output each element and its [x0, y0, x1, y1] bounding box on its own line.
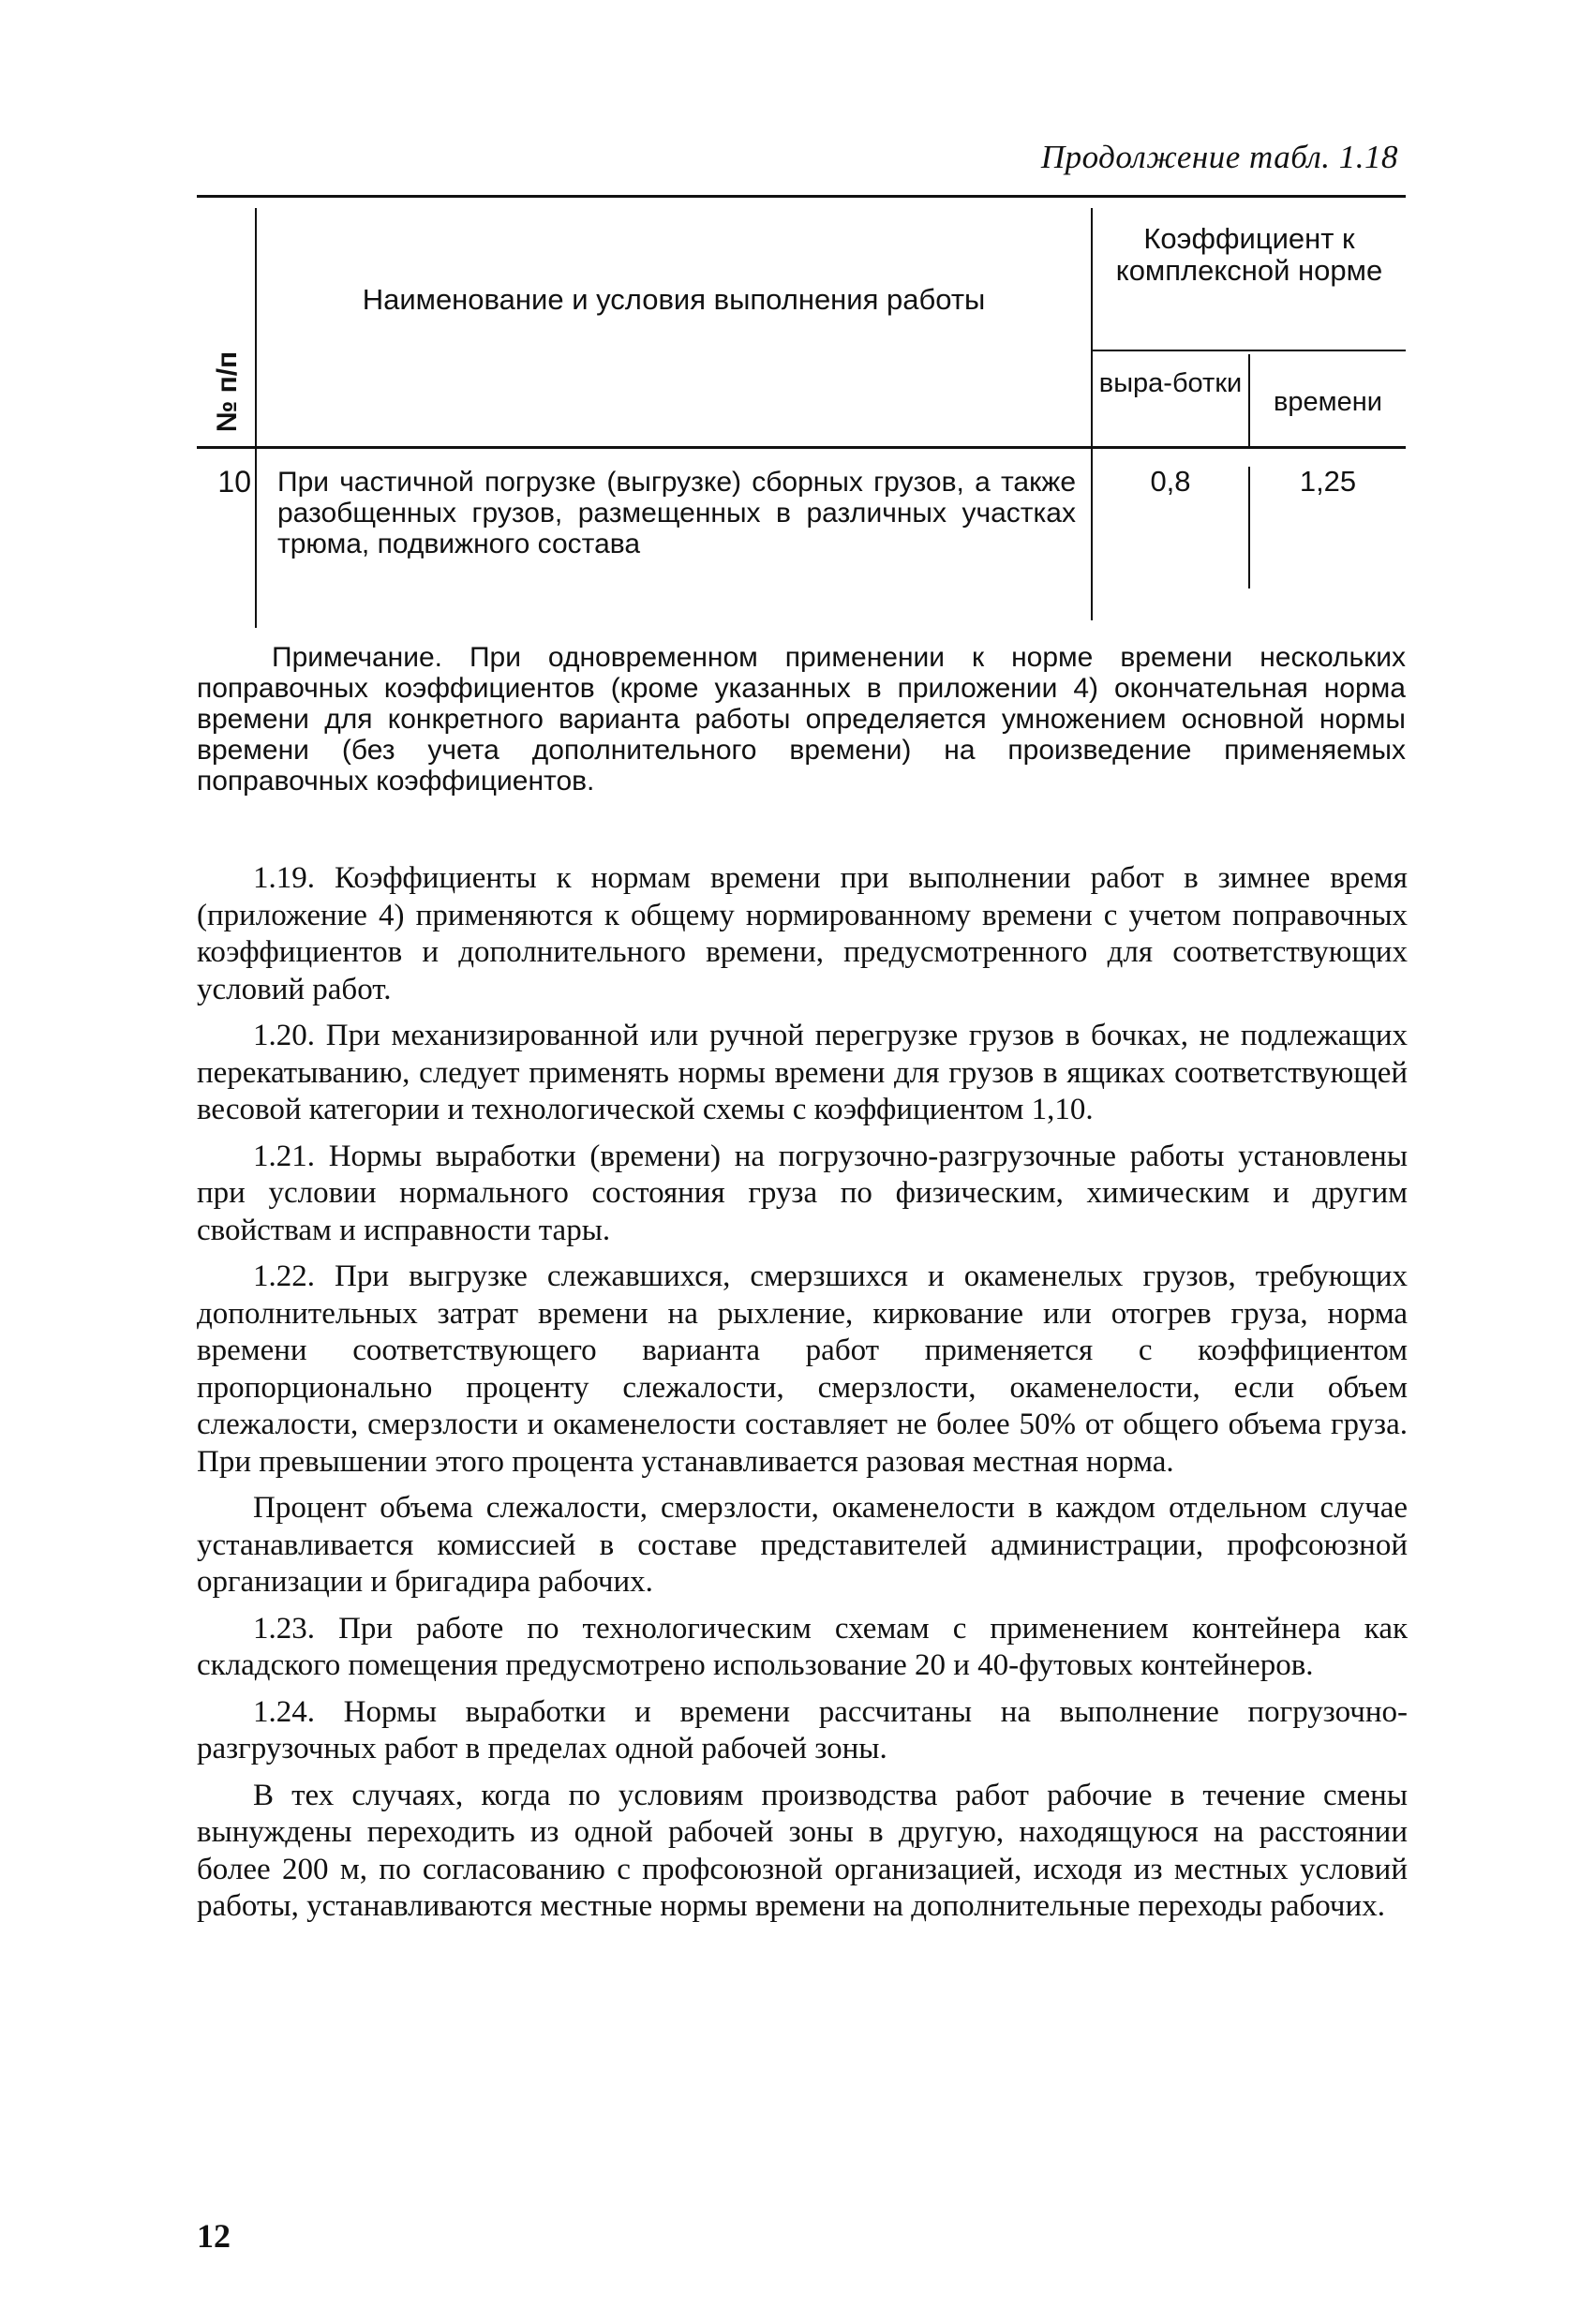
header-coefficient: Коэффициент к комплексной норме: [1115, 222, 1383, 287]
header-row-number: [204, 350, 251, 433]
table-continuation-caption: Продолжение табл. 1.18: [1040, 139, 1398, 175]
paragraph-1-22: 1.22. При выгрузке слежавшихся, смерзшихся и окаменелых грузов, требующих дополнительных затрат времени на рыхление, киркование или отогрев груза, норма времени соответствующего варианта работ применяется с коэффициентом пропорционально проценту слежалости, смерзлости, окаменелости, если объем слежалости, смерзлости и окаменелости составляет не более 50% от общего объема груза. При превышении этого процента устанавливается разовая местная норма.: [197, 1259, 1408, 1479]
table-note: Примечание. При одновременном применении к норме времени нескольких поправочных коэффициентов (кроме указанных в приложении 4) окончательная норма времени для конкретного варианта работы определяется умножением основной нормы времени (без учета дополнительного времени) на произведение применяемых поправочных коэффициентов.: [197, 642, 1406, 797]
row-number: 10: [217, 465, 251, 499]
paragraph-1-24: 1.24. Нормы выработки и времени рассчитаны на выполнение погрузочно-разгрузочных работ в пределах одной рабочей зоны.: [197, 1694, 1408, 1765]
header-time: времени: [1274, 387, 1382, 417]
paragraph-1-20: 1.20. При механизированной или ручной перегрузке грузов в бочках, не подлежащих перекатыванию, следует применять нормы времени для грузов в ящиках соответствующей весовой категории и технологической схемы с коэффициентом 1,10.: [197, 1019, 1408, 1126]
table-top-rule: [197, 195, 1406, 198]
paragraph-1-22-cont: Процент объема слежалости, смерзлости, окаменелости в каждом отдельном случае устанавливается комиссией в составе представителей администрации, профсоюзной организации и бригадира рабочих.: [197, 1491, 1408, 1599]
column-divider-num: [255, 208, 257, 628]
page-number: 12: [197, 2217, 231, 2255]
norms-table: [197, 195, 1406, 635]
paragraph-1-24-cont: В тех случаях, когда по условиям производства работ рабочие в течение смены вынуждены переходить из одной рабочей зоны в другую, находящуюся на расстоянии более 200 м, по согласованию с профсоюзной организацией, исходя из местных условий работы, устанавливаются местные нормы времени на дополнительные переходы рабочих.: [197, 1778, 1408, 1923]
paragraph-1-19: 1.19. Коэффициенты к нормам времени при выполнении работ в зимнее время (приложение 4) применяются к общему нормированному времени с учетом поправочных коэффициентов и дополнительного времени, предусмотренного для соответствующих условий работ.: [197, 861, 1408, 1006]
header-row-number-label: № п/п: [212, 350, 244, 433]
paragraph-1-23: 1.23. При работе по технологическим схемам с применением контейнера как складского помещения предусмотрено использование 20 и 40-футовых контейнеров.: [197, 1611, 1408, 1682]
row-work-description: При частичной погрузке (выгрузке) сборных грузов, а также разобщенных грузов, размещенных в различных участках трюма, подвижного состава: [277, 467, 1076, 559]
table-header-rule: [197, 446, 1406, 449]
paragraph-1-21: 1.21. Нормы выработки (времени) на погрузочно-разгрузочные работы установлены при условии нормального состояния груза по физическим, химическим и другим свойствам и исправности тары.: [197, 1139, 1408, 1247]
body-text: [197, 860, 1408, 1935]
row-time-coefficient: 1,25: [1299, 465, 1357, 498]
header-output: выра-ботки: [1098, 368, 1243, 398]
header-work-name: Наименование и условия выполнения работы: [362, 283, 986, 316]
coef-subheader-rule: [1092, 350, 1406, 351]
row-output-coefficient: 0,8: [1150, 465, 1191, 498]
